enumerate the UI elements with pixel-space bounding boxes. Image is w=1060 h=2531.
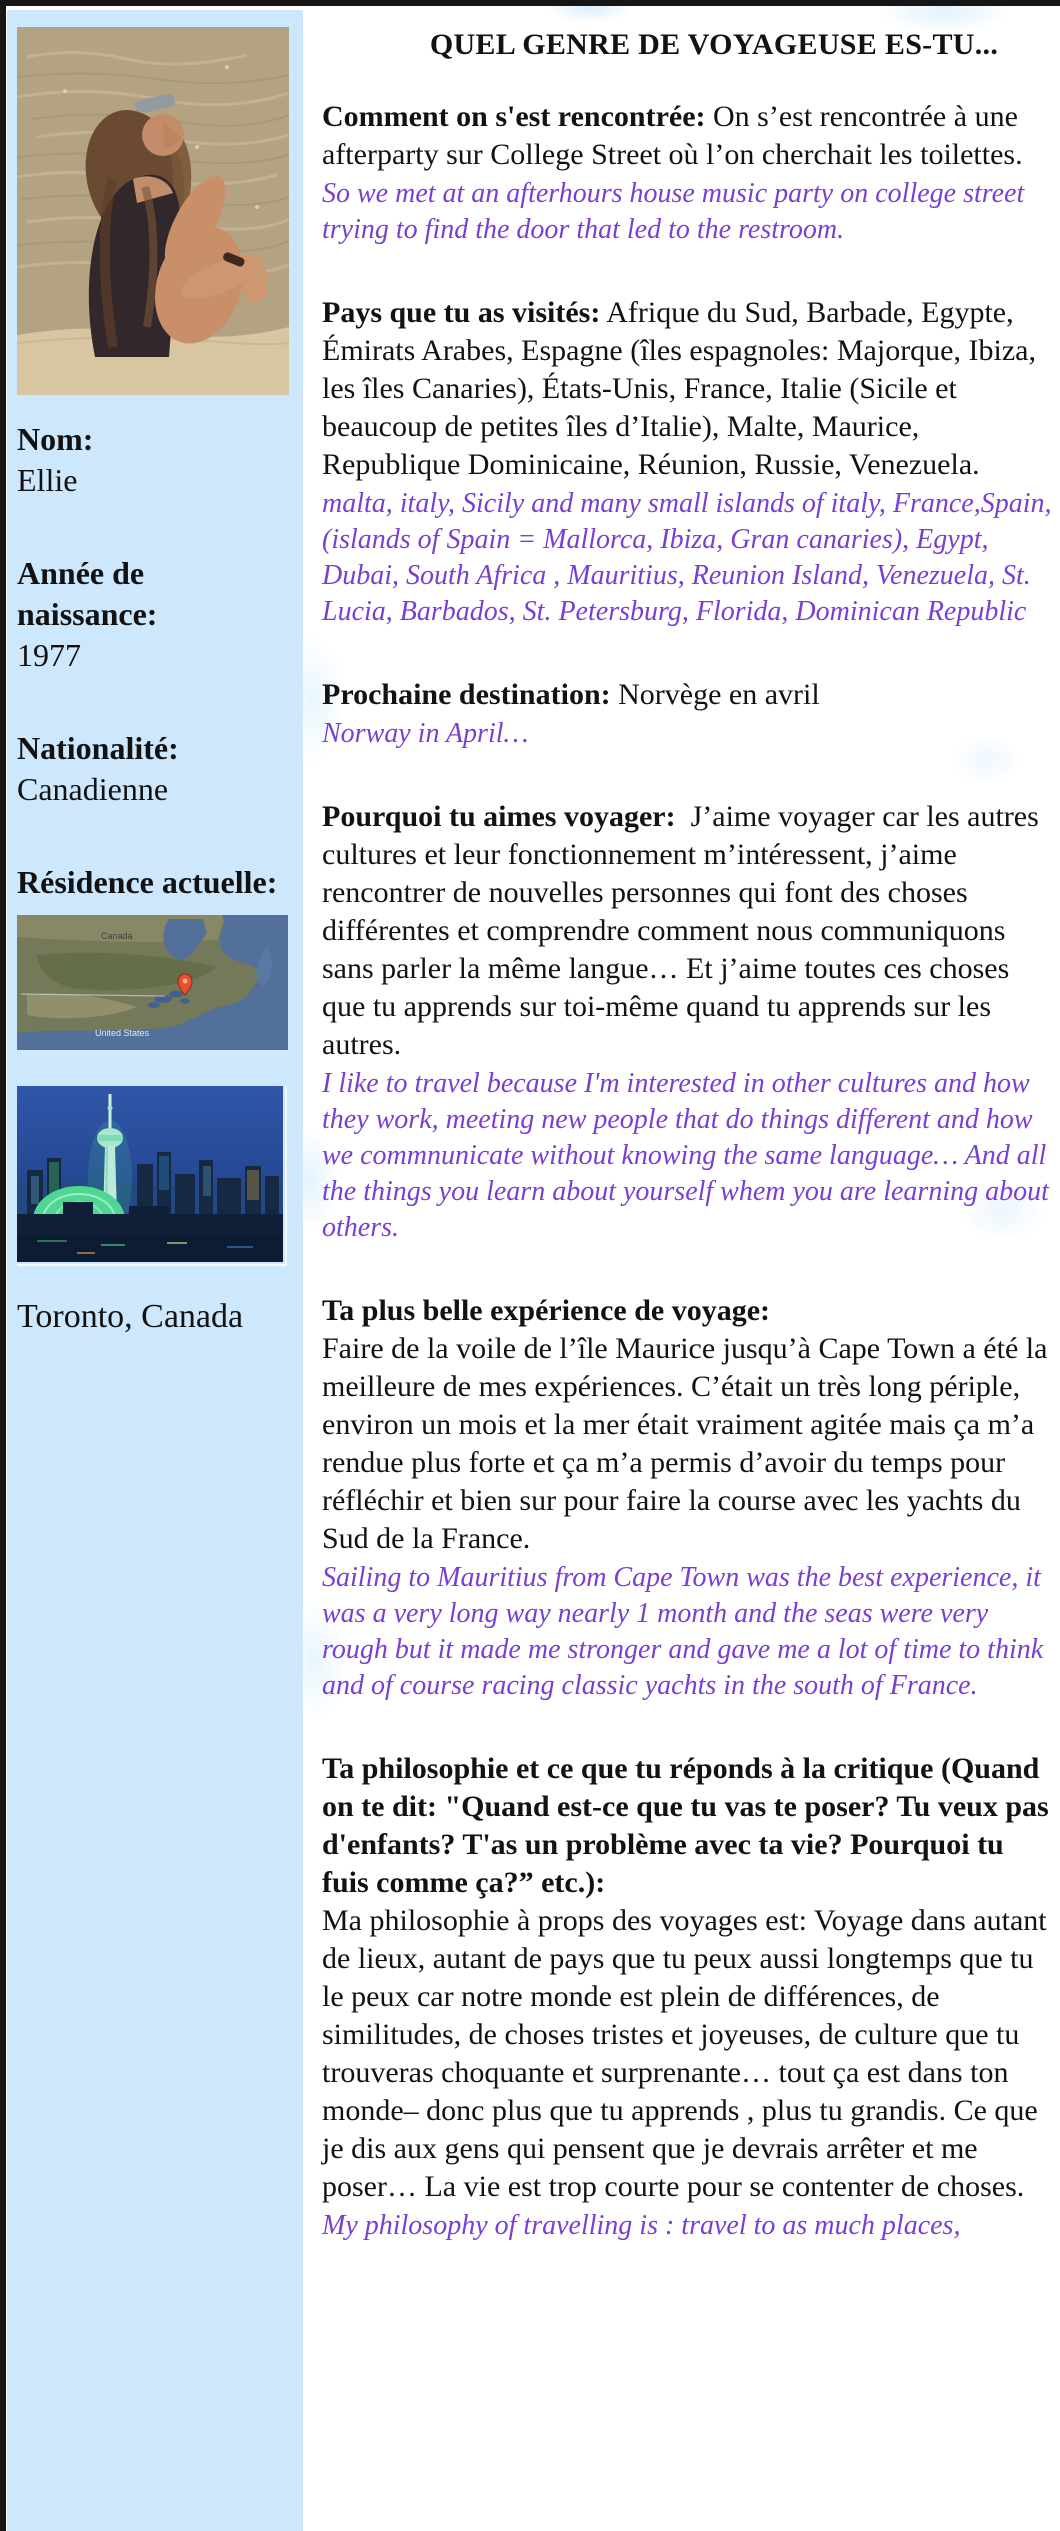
question-label: Pourquoi tu aimes voyager: bbox=[322, 800, 676, 833]
answer-fr: Ma philosophie à props des voyages est: Voyage dans autant de lieux, autant de pays que tu peux aussi longtemps que tu le peux car notre monde est plein de différences, de similitudes, de choses tristes et joyeuses, de culture que tu trouveras choquante et surprenante… tout ça est dans ton monde– donc plus que tu apprends , plus tu grandis. Ce que je dis aux gens qui pensent que je devrais arrêter et me poser… La vie est trop courte pour se contenter de choses. bbox=[322, 1904, 1047, 2203]
profile-photo bbox=[17, 27, 289, 395]
question-paragraph bbox=[322, 798, 1056, 1064]
field-value: Canadienne bbox=[17, 771, 169, 807]
answer-en: So we met at an afterhours house music party on college street trying to find the door that led to the restroom. bbox=[322, 178, 1025, 245]
field-name bbox=[17, 419, 291, 501]
question-label: Ta plus belle expérience de voyage: bbox=[322, 1294, 771, 1327]
question-label: Ta philosophie et ce que tu réponds à la critique (Quand on te dit: "Quand est-ce que tu vas te poser? Tu veux pas d'enfants? T'as un problème avec ta vie? Pourquoi tu fuis comme ça?” etc.): bbox=[322, 1752, 1049, 1899]
section-how-we-met bbox=[322, 98, 1056, 248]
answer-en: My philosophy of travelling is : travel to as much places, bbox=[322, 2210, 961, 2241]
answer-fr: Faire de la voile de l’île Maurice jusqu’à Cape Town a été la meilleure de mes expériences. C’était un très long périple, environ un mois et la mer était vraiment agitée mais ça m’a rendue plus forte et ça m’a permis d’avoir du temps pour réfléchir et bien sur pour faire la course avec les yachts du Sud de la France. bbox=[322, 1332, 1048, 1555]
map-label-united-states: United States bbox=[95, 1028, 150, 1038]
answer-en: Norway in April… bbox=[322, 718, 529, 749]
section-best-experience bbox=[322, 1292, 1056, 1704]
field-nationality bbox=[17, 728, 291, 810]
canada-map-image bbox=[17, 915, 288, 1050]
answer-en: malta, italy, Sicily and many small islands of italy, France,Spain,(islands of Spain = Mallorca, Ibiza, Gran canaries), Egypt, Dubai, South Africa , Mauritius, Reunion Island, Venezuela, St. Lucia, Barbados, St. Petersburg, Florida, Dominican Republic bbox=[322, 488, 1052, 627]
question-paragraph bbox=[322, 294, 1056, 484]
question-label: Prochaine destination: bbox=[322, 678, 611, 711]
woman-on-beach-photo bbox=[17, 27, 289, 395]
field-label: Nationalité: bbox=[17, 730, 179, 766]
page-title: QUEL GENRE DE VOYAGEUSE ES-TU... bbox=[429, 28, 999, 61]
field-value: 1977 bbox=[17, 637, 81, 673]
article-column bbox=[322, 18, 1056, 2244]
left-border-bar bbox=[0, 0, 6, 2531]
question-paragraph bbox=[322, 98, 1056, 174]
answer-fr: Afrique du Sud, Barbade, Egypte, Émirats Arabes, Espagne (îles espagnoles: Majorque, Ibiza, les îles Canaries), États-Unis, France, Italie (Sicile et beaucoup de petites îles d’Italie), Malte, Maurice, Republique Dominicaine, Réunion, Russie, Venezuela. bbox=[322, 296, 1036, 481]
top-border-bar bbox=[0, 0, 1060, 6]
question-paragraph bbox=[322, 1750, 1056, 2206]
residence-map bbox=[17, 915, 288, 1050]
field-label: Nom: bbox=[17, 421, 94, 457]
map-label-canada: Canada bbox=[101, 931, 133, 941]
field-label: Année de naissance: bbox=[17, 555, 158, 632]
question-label: Comment on s'est rencontrée: bbox=[322, 100, 706, 133]
field-label: Résidence actuelle: bbox=[17, 864, 278, 900]
field-birth-year bbox=[17, 553, 291, 676]
question-paragraph bbox=[322, 1292, 1056, 1558]
section-why-travel bbox=[322, 798, 1056, 1246]
question-paragraph bbox=[322, 676, 1056, 714]
answer-fr: On s’est rencontrée à une afterparty sur College Street où l’on cherchait les toilettes. bbox=[322, 100, 1023, 171]
section-philosophy bbox=[322, 1750, 1056, 2244]
answer-en: Sailing to Mauritius from Cape Town was the best experience, it was a very long way nearly 1 month and the seas were very rough but it made me stronger and gave me a lot of time to think and of course racing classic yachts in the south of France. bbox=[322, 1562, 1044, 1701]
profile-sidebar bbox=[7, 10, 303, 2531]
answer-en: I like to travel because I'm interested in other cultures and how they work, meeting new people that do things different and how we commnunicate without knowing the same language… And all the things you learn about yourself whem you are learning about others. bbox=[322, 1068, 1049, 1243]
section-next-destination bbox=[322, 676, 1056, 752]
toronto-skyline-image bbox=[17, 1086, 283, 1262]
location-caption: Toronto, Canada bbox=[17, 1298, 244, 1335]
toronto-photo bbox=[17, 1086, 287, 1266]
field-value: Ellie bbox=[17, 462, 78, 498]
field-residence bbox=[17, 862, 291, 903]
answer-fr: J’aime voyager car les autres cultures et leur fonctionnement m’intéressent, j’aime rencontrer de nouvelles personnes qui font des choses différentes et comprendre comment nous communiquons sans parler la même langue… Et j’aime toutes ces choses que tu apprends sur toi-même quand tu apprends sur les autres. bbox=[322, 800, 1039, 1061]
section-countries-visited bbox=[322, 294, 1056, 630]
question-label: Pays que tu as visités: bbox=[322, 296, 601, 329]
answer-fr: Norvège en avril bbox=[618, 678, 820, 711]
